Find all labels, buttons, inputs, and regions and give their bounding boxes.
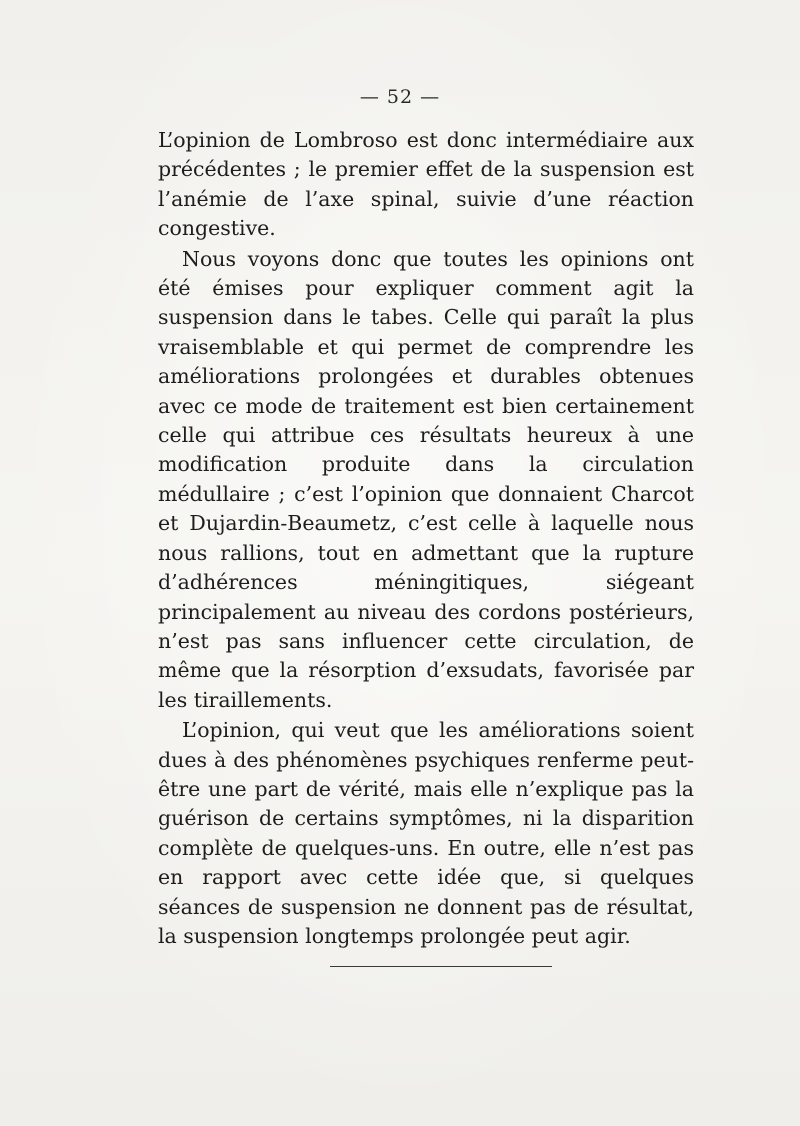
paragraph-1: L’opinion de Lombroso est donc intermédiaire aux précédentes ; le premier effet de la suspension est l’anémie de l’axe spinal, suivie d’une réaction congestive. bbox=[158, 128, 694, 241]
body-text bbox=[158, 126, 694, 951]
paragraph-3: L’opinion, qui veut que les améliorations soient dues à des phénomènes psychiques renferme peut-être une part de vérité, mais elle n’explique pas la guérison de certains symptômes, ni la disparition complète de quelques-uns. En outre, elle n’est pas en rapport avec cette idée que, si quelques séances de suspension ne donnent pas de résultat, la suspension longtemps prolongée peut agir. bbox=[158, 718, 694, 948]
page-number: — 52 — bbox=[359, 86, 441, 108]
end-rule-divider bbox=[330, 966, 552, 967]
paragraph-2: Nous voyons donc que toutes les opinions ont été émises pour expliquer comment agit la suspension dans le tabes. Celle qui paraît la plus vraisemblable et qui permet de comprendre les améliorations prolongées et durables obtenues avec ce mode de traitement est bien certainement celle qui attribue ces résultats heureux à une modification produite dans la circulation médullaire ; c’est l’opinion que donnaient Charcot et Dujardin-Beaumetz, c’est celle à laquelle nous nous rallions, tout en admettant que la rupture d’adhérences méningitiques, siégeant principalement au niveau des cordons postérieurs, n’est pas sans influencer cette circulation, de même que la résorption d’exsudats, favorisée par les tiraillements. bbox=[158, 246, 694, 712]
